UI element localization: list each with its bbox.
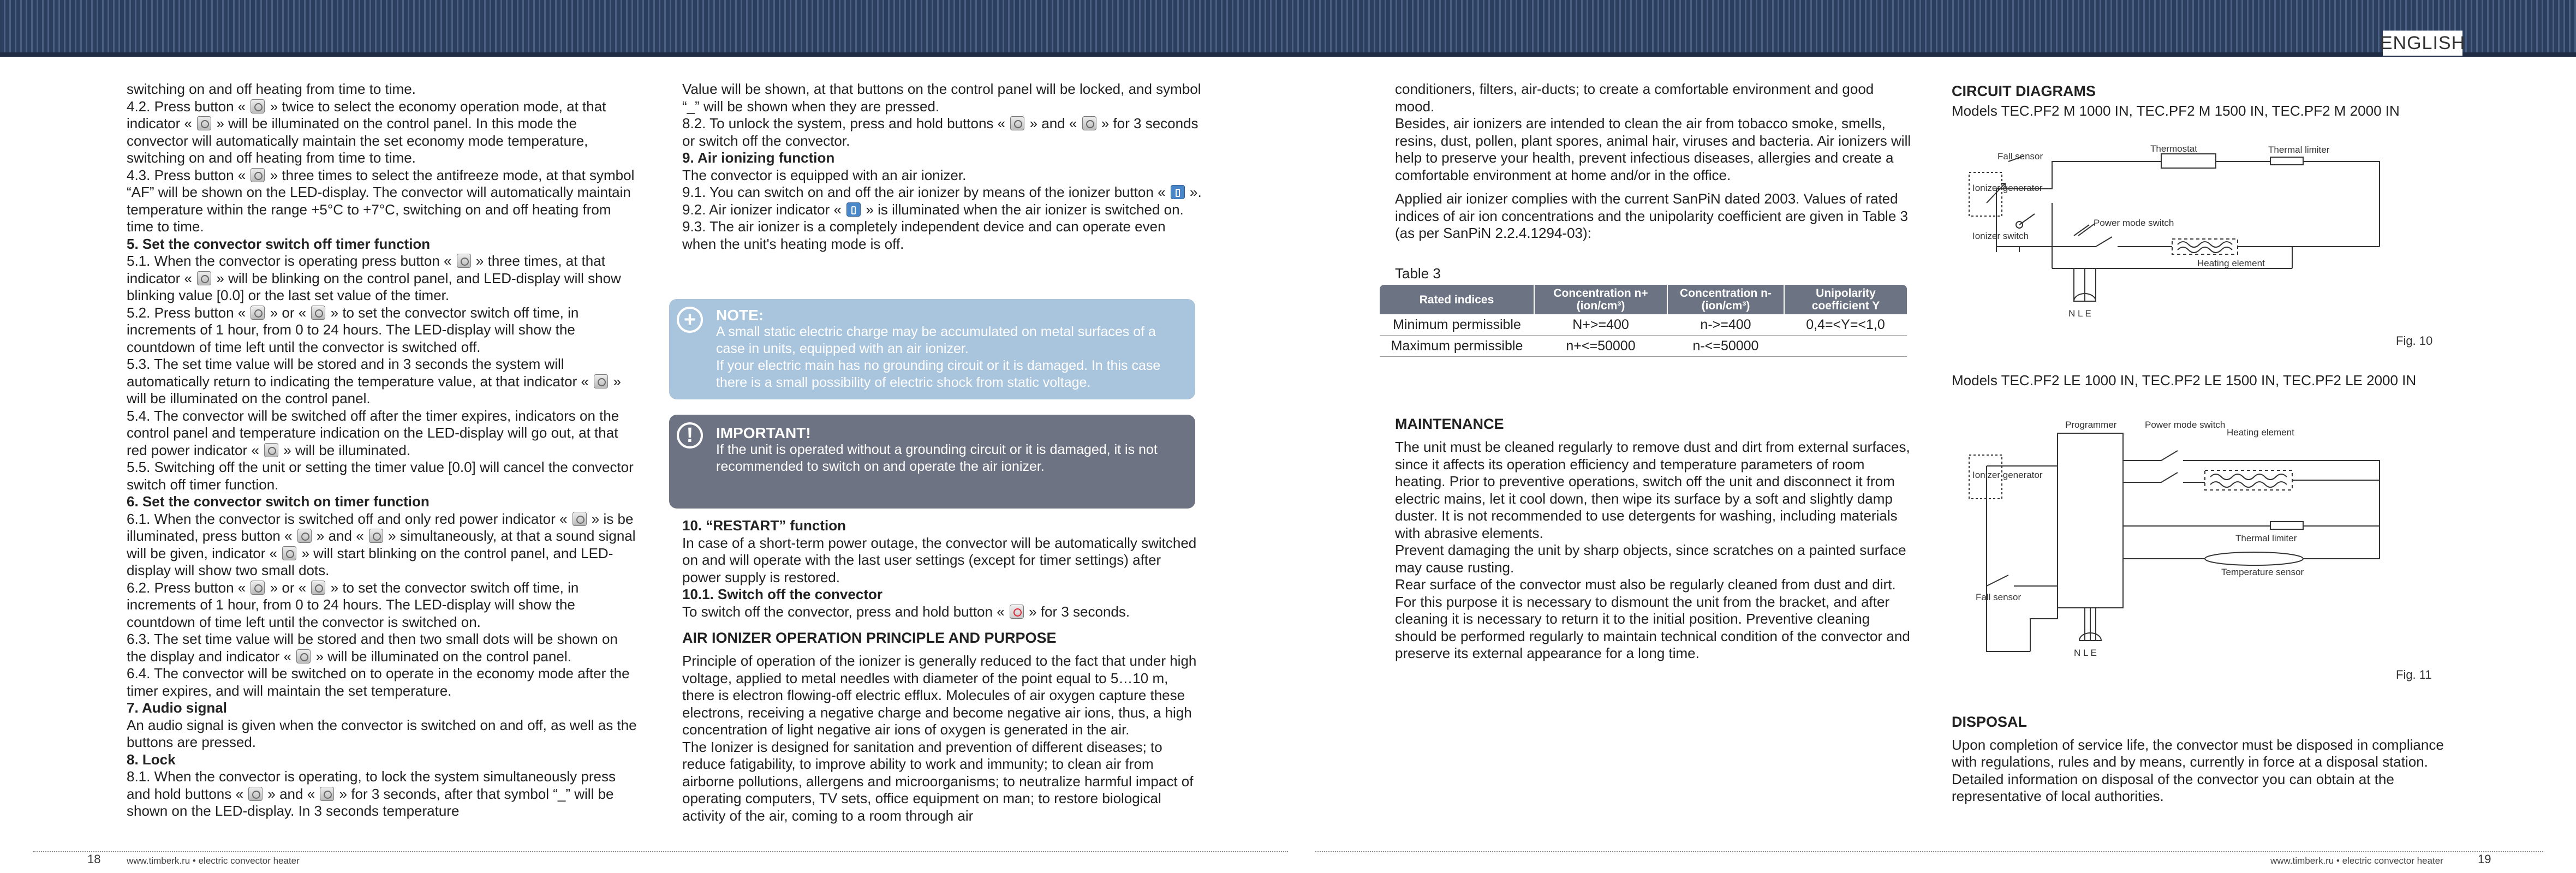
paragraph-text: » will start blinking on the control panel, and LED-display will show two small dots. xyxy=(127,545,613,578)
paragraph-text: ». xyxy=(1185,184,1202,200)
exclamation-icon: ! xyxy=(677,422,703,449)
paragraph-text: 5.5. Switching off the unit or setting the timer value [0.0] will cancel the convector switch off timer function. xyxy=(127,459,634,493)
paragraph xyxy=(682,115,1202,150)
maintenance-heading: MAINTENANCE xyxy=(1395,416,1504,432)
text-column-2-ionizer xyxy=(682,653,1202,824)
paragraph-text: 8.2. To unlock the system, press and hold buttons « xyxy=(682,115,1010,131)
disposal-section xyxy=(1952,710,2465,805)
paragraph xyxy=(127,253,639,304)
paragraph xyxy=(127,511,639,579)
footer-rule-left xyxy=(33,851,1288,852)
footer-rule-right xyxy=(1315,851,2543,852)
paragraph-text: 10.1. Switch off the convector xyxy=(682,586,882,602)
text-column-1 xyxy=(127,81,639,820)
paragraph-text: Value will be shown, at that buttons on the control panel will be locked, and symbol “_” will be shown when they are pressed. xyxy=(682,81,1201,115)
paragraph-text: Applied air ionizer complies with the current SanPiN dated 2003. Values of rated indices of air ion concentrations and the unipolarity coefficient are given in Table 3 (as per SanPiN 2.2.4.1294-03): xyxy=(1395,190,1908,241)
paragraph xyxy=(1395,190,1915,242)
table-row xyxy=(1380,336,1907,357)
table-3-caption: Table 3 xyxy=(1395,265,1441,282)
paragraph-text: Rear surface of the convector must also be regularly cleaned from dust and dirt. For this purpose it is necessary to dismount the unit from the bracket, and after cleaning it is necessary to return it to the initial position. Preventive cleaning should be performed regularly to maintain technical condition of the convector and preserve its external appearance for a long time. xyxy=(1395,576,1910,661)
paragraph-text: The Ionizer is designed for sanitation and prevention of different diseases; to reduce fatigability, to improve ability to work and immunity; to clean air from airborne pollutions, allergens and microorganisms; to neutralize harmful impact of operating computers, TV sets, office equipment on man; to restore biological activity of the air, coming to a room through air xyxy=(682,738,1194,824)
paragraph xyxy=(682,653,1202,739)
paragraph-text: switching on and off heating from time to time. xyxy=(127,81,416,97)
paragraph-text: » three times to select the antifreeze mode, at that symbol “AF” will be shown on the LED-display. The convector will automatically maintain temperature within the range +5°C to +7°C, switching on and off heating from time to time. xyxy=(127,166,635,235)
paragraph-text: 4.3. Press button « xyxy=(127,166,250,183)
paragraph-text: » and « xyxy=(312,528,368,544)
paragraph xyxy=(1395,439,1915,542)
paragraph-text: The unit must be cleaned regularly to remove dust and dirt from external surfaces, since it affects its operation efficiency and temperature parameters of room heating. Prior to preventive operations, switch off the unit and disconnect it from electric mains, let it cool down, then wipe its surface by a soft and slightly damp duster. It is not recommended to use detergents for washing, including materials with abrasive elements. xyxy=(1395,439,1910,541)
note-text-1: A small static electric charge may be accumulated on metal surfaces of a case in units, equipped with an air ionizer. xyxy=(716,324,1156,356)
paragraph xyxy=(1395,115,1915,184)
paragraph xyxy=(127,751,639,769)
header-rule xyxy=(0,52,2576,57)
paragraph xyxy=(127,459,639,493)
header-band xyxy=(0,0,2576,56)
paragraph xyxy=(1395,576,1915,662)
text-column-3-maintenance xyxy=(1395,439,1915,662)
control-button-icon xyxy=(282,546,296,560)
fig11-ionizer-gen-label: Ionizer generator xyxy=(1972,470,2043,480)
fig10-thermostat-label: Thermostat xyxy=(2150,143,2197,154)
paragraph-text: 6.3. The set time value will be stored and then two small dots will be shown on the display and indicator « xyxy=(127,631,618,665)
paragraph xyxy=(127,98,639,167)
paragraph-text: » to set the convector switch off time, in increments of 1 hour, from 0 to 24 hours. The LED-display will show the countdown of time left until the convector is switched on. xyxy=(127,579,579,630)
important-title: IMPORTANT! xyxy=(716,424,811,441)
paragraph xyxy=(127,236,639,253)
fig10-nle-label: N L E xyxy=(2068,308,2091,319)
paragraph-text: » for 3 seconds. xyxy=(1024,603,1130,620)
text-column-2-restart xyxy=(682,517,1202,620)
fig10-ionizer-gen-label: Ionizer generator xyxy=(1972,183,2043,193)
control-button-icon xyxy=(197,271,211,285)
fig11-caption: Fig. 11 xyxy=(2396,668,2432,681)
fig10-limiter-label: Thermal limiter xyxy=(2268,145,2330,155)
paragraph xyxy=(127,167,639,236)
paragraph xyxy=(682,218,1202,253)
paragraph xyxy=(682,586,1202,603)
paragraph xyxy=(127,717,639,751)
fig10-fall-label: Fall sensor xyxy=(1997,151,2043,162)
paragraph-text: » will be blinking on the control panel, and LED-display will show blinking value [0.0] or the last set value of the timer. xyxy=(127,270,621,303)
control-button-icon xyxy=(251,168,265,182)
control-button-icon xyxy=(457,254,471,268)
models-line-1: Models TEC.PF2 M 1000 IN, TEC.PF2 M 1500 IN, TEC.PF2 M 2000 IN xyxy=(1952,102,2400,119)
control-button-icon xyxy=(573,512,587,526)
footer-text-right: www.timberk.ru • electric convector heater xyxy=(2270,856,2443,866)
page-number-right: 19 xyxy=(2478,852,2491,866)
paragraph-text: 9.1. You can switch on and off the air ionizer by means of the ionizer button « xyxy=(682,184,1170,200)
control-button-icon xyxy=(320,787,334,801)
paragraph-text: » three times, at that indicator « xyxy=(127,253,605,286)
table-cell: n+<=50000 xyxy=(1534,336,1667,357)
paragraph-text: 10. “RESTART” function xyxy=(682,517,846,534)
table-3 xyxy=(1380,285,1907,357)
paragraph-text: 6. Set the convector switch on timer function xyxy=(127,493,430,510)
paragraph-text: » twice to select the economy operation mode, at that indicator « xyxy=(127,98,606,131)
paragraph-text: Principle of operation of the ionizer is generally reduced to the fact that under high voltage, applied to metal needles with diameter of the point equal to 5…10 m, there is electron flowing-off electric efflux. Molecules of air oxygen capture these electrons, receiving a negative charge and become negative air ions, thus, a high concentration of light negative air ions of oxygen is generated in the air. xyxy=(682,653,1197,738)
footer-text-left: www.timberk.ru • electric convector heater xyxy=(127,856,300,866)
paragraph-text: 9.3. The air ionizer is a completely independent device and can operate even when the unit's heating mode is off. xyxy=(682,218,1166,252)
paragraph xyxy=(127,81,639,98)
control-button-icon xyxy=(264,443,278,457)
paragraph-text: 4.2. Press button « xyxy=(127,98,250,115)
paragraph xyxy=(127,356,639,408)
fig11-heating-label: Heating element xyxy=(2227,427,2294,438)
table-header-cell: Rated indices xyxy=(1380,285,1534,314)
paragraph xyxy=(682,167,1202,184)
paragraph-text: 8. Lock xyxy=(127,751,176,768)
paragraph xyxy=(127,493,639,511)
fig11-fall-label: Fall sensor xyxy=(1976,592,2022,602)
table-cell: n->=400 xyxy=(1667,314,1784,336)
control-button-icon xyxy=(369,529,383,543)
paragraph-text: » will be illuminated. xyxy=(279,441,410,458)
control-button-icon xyxy=(197,116,211,130)
control-button-icon xyxy=(251,306,265,320)
important-text: If the unit is operated without a grounding circuit or it is damaged, it is not recommended to switch on and operate the air ionizer. xyxy=(716,442,1158,474)
control-button-icon xyxy=(251,99,265,113)
paragraph-text: conditioners, filters, air-ducts; to create a comfortable environment and good mood. xyxy=(1395,81,1874,115)
text-column-3-top xyxy=(1395,81,1915,242)
control-button-icon xyxy=(594,374,608,388)
control-button-icon xyxy=(1010,116,1024,130)
paragraph-text: » or « xyxy=(266,579,311,596)
fig11-power-sw-label: Power mode switch xyxy=(2145,420,2226,430)
paragraph xyxy=(682,535,1202,587)
paragraph-text: » simultaneously, at that a sound signal will be given, indicator « xyxy=(127,528,636,561)
paragraph xyxy=(127,408,639,459)
ionizer-heading: AIR IONIZER OPERATION PRINCIPLE AND PURPOSE xyxy=(682,630,1057,646)
paragraph-text: 8.1. When the convector is operating, to lock the system simultaneously press and hold buttons « xyxy=(127,768,616,802)
control-button-icon xyxy=(846,202,861,217)
paragraph-text: 5.4. The convector will be switched off after the timer expires, indicators on the control panel and temperature indication on the LED-display will go out, at that red power indicator « xyxy=(127,407,619,458)
paragraph-text: 6.2. Press button « xyxy=(127,579,250,596)
disposal-heading: DISPOSAL xyxy=(1952,714,2028,730)
paragraph-text: » is illuminated when the air ionizer is switched on. xyxy=(862,201,1184,218)
paragraph-text: 6.4. The convector will be switched on to operate in the economy mode after the timer expires, and will maintain the set temperature. xyxy=(127,665,630,699)
paragraph-text: 5. Set the convector switch off timer function xyxy=(127,235,431,252)
paragraph-text: » is be illuminated, press button « xyxy=(127,510,634,544)
table-header-row xyxy=(1380,285,1907,314)
paragraph xyxy=(682,739,1202,825)
table-cell: N+>=400 xyxy=(1534,314,1667,336)
paragraph-text: 7. Audio signal xyxy=(127,699,227,716)
note-title: NOTE: xyxy=(716,307,764,324)
paragraph xyxy=(127,699,639,717)
fig11-temp-sensor-label: Temperature sensor xyxy=(2221,567,2304,577)
paragraph xyxy=(127,579,639,631)
paragraph xyxy=(1395,81,1915,115)
control-button-icon xyxy=(248,787,263,801)
paragraph-text: An audio signal is given when the convector is switched on and off, as well as the buttons are pressed. xyxy=(127,716,637,750)
paragraph xyxy=(682,184,1202,201)
fig10-power-sw-label: Power mode switch xyxy=(2094,218,2174,228)
control-button-icon xyxy=(311,581,325,595)
paragraph-text: The convector is equipped with an air ionizer. xyxy=(682,166,967,183)
control-button-icon xyxy=(251,581,265,595)
circuit-heading: CIRCUIT DIAGRAMS Models TEC.PF2 M 1000 IN, TEC.PF2 M 1500 IN, TEC.PF2 M 2000 IN xyxy=(1952,80,2470,119)
table-row xyxy=(1380,314,1907,336)
table-cell: n-<=50000 xyxy=(1667,336,1784,357)
models-line-2: Models TEC.PF2 LE 1000 IN, TEC.PF2 LE 1500 IN, TEC.PF2 LE 2000 IN xyxy=(1952,372,2417,388)
table-cell: Maximum permissible xyxy=(1380,336,1534,357)
fig11-programmer-label: Programmer xyxy=(2065,420,2117,430)
paragraph-text: 5.3. The set time value will be stored and in 3 seconds the system will automatically return to indicating the temperature value, at that indicator « xyxy=(127,356,593,390)
note-box xyxy=(669,299,1195,399)
page-number-left: 18 xyxy=(87,852,101,866)
paragraph-text: » for 3 seconds, after that symbol “_” will be shown on the LED-display. In 3 seconds temperature xyxy=(127,785,614,819)
table-cell: Minimum permissible xyxy=(1380,314,1534,336)
paragraph xyxy=(127,665,639,699)
paragraph xyxy=(682,517,1202,535)
fig10-heating-label: Heating element xyxy=(2197,258,2265,268)
circuit-diagram-fig11 xyxy=(1965,411,2434,690)
table-cell: 0,4=<Y=<1,0 xyxy=(1784,314,1907,336)
paragraph xyxy=(127,304,639,356)
text-column-2-top xyxy=(682,81,1202,253)
paragraph xyxy=(127,768,639,820)
paragraph xyxy=(682,150,1202,167)
fig11-limiter-label: Thermal limiter xyxy=(2235,533,2297,543)
paragraph-text: » for 3 seconds or switch off the convector. xyxy=(682,115,1198,149)
disposal-text: Upon completion of service life, the convector must be disposed in compliance with regulations, rules and by means, currently in force at a disposal station. Detailed information on disposal of the convector you can obtain at the representative of local authorities. xyxy=(1952,736,2444,804)
table-header-cell: Unipolarity coefficient Y xyxy=(1784,285,1907,314)
paragraph-text: » will be illuminated on the control panel. In this mode the convector will automatically maintain the set economy mode temperature, switching on and off heating from time to time. xyxy=(127,115,588,166)
note-text-2: If your electric main has no grounding circuit or it is damaged. In this case there is a small possibility of electric shock from static voltage. xyxy=(716,358,1161,390)
paragraph-text: 6.1. When the convector is switched off and only red power indicator « xyxy=(127,510,571,527)
paragraph-text: To switch off the convector, press and hold button « xyxy=(682,603,1009,620)
paragraph-text: 5.1. When the convector is operating press button « xyxy=(127,253,456,269)
control-button-icon xyxy=(1010,605,1024,619)
paragraph-text: » to set the convector switch off time, in increments of 1 hour, from 0 to 24 hours. The LED-display will show the countdown of time left until the convector is switched off. xyxy=(127,304,579,355)
control-button-icon xyxy=(297,529,312,543)
plus-icon: + xyxy=(677,307,703,333)
control-button-icon xyxy=(311,306,325,320)
table-cell xyxy=(1784,336,1907,357)
paragraph-text: Besides, air ionizers are intended to clean the air from tobacco smoke, smells, resins, dust, pollen, plant spores, animal hair, viruses and bacteria. Air ionizers will help to preserve your health, prevent infectious diseases, allergies and create a comfortable environment at home and/or in the office. xyxy=(1395,115,1911,183)
paragraph-text: 5.2. Press button « xyxy=(127,304,250,321)
control-button-icon xyxy=(296,649,311,663)
table-header-cell: Concentration n+ (ion/cm³) xyxy=(1534,285,1667,314)
paragraph xyxy=(682,201,1202,219)
paragraph xyxy=(127,631,639,665)
fig11-nle-label: N L E xyxy=(2074,648,2097,658)
language-label: ENGLISH xyxy=(2383,31,2462,56)
paragraph-text: Prevent damaging the unit by sharp objects, since scratches on a painted surface may cause rusting. xyxy=(1395,542,1906,576)
paragraph xyxy=(682,603,1202,621)
paragraph-text: » and « xyxy=(264,785,319,802)
paragraph-text: In case of a short-term power outage, the convector will be automatically switched on and will operate with the last user settings (except for timer settings) after power supply is restored. xyxy=(682,534,1197,585)
paragraph-text: 9.2. Air ionizer indicator « xyxy=(682,201,846,218)
paragraph-text: » will be illuminated on the control panel. xyxy=(127,373,621,406)
paragraph-text: » will be illuminated on the control panel. xyxy=(312,648,571,665)
paragraph-text: » or « xyxy=(266,304,311,321)
paragraph-text: 9. Air ionizing function xyxy=(682,150,835,166)
paragraph xyxy=(682,81,1202,115)
fig10-caption: Fig. 10 xyxy=(2396,334,2433,348)
paragraph xyxy=(1395,542,1915,576)
circuit-diagram-fig10 xyxy=(1965,143,2434,350)
table-header-cell: Concentration n- (ion/cm³) xyxy=(1667,285,1784,314)
important-box xyxy=(669,415,1195,509)
control-button-icon xyxy=(1082,116,1096,130)
control-button-icon xyxy=(1171,185,1185,199)
fig10-ionizer-sw-label: Ionizer switch xyxy=(1972,231,2029,241)
paragraph-text: » and « xyxy=(1025,115,1081,131)
